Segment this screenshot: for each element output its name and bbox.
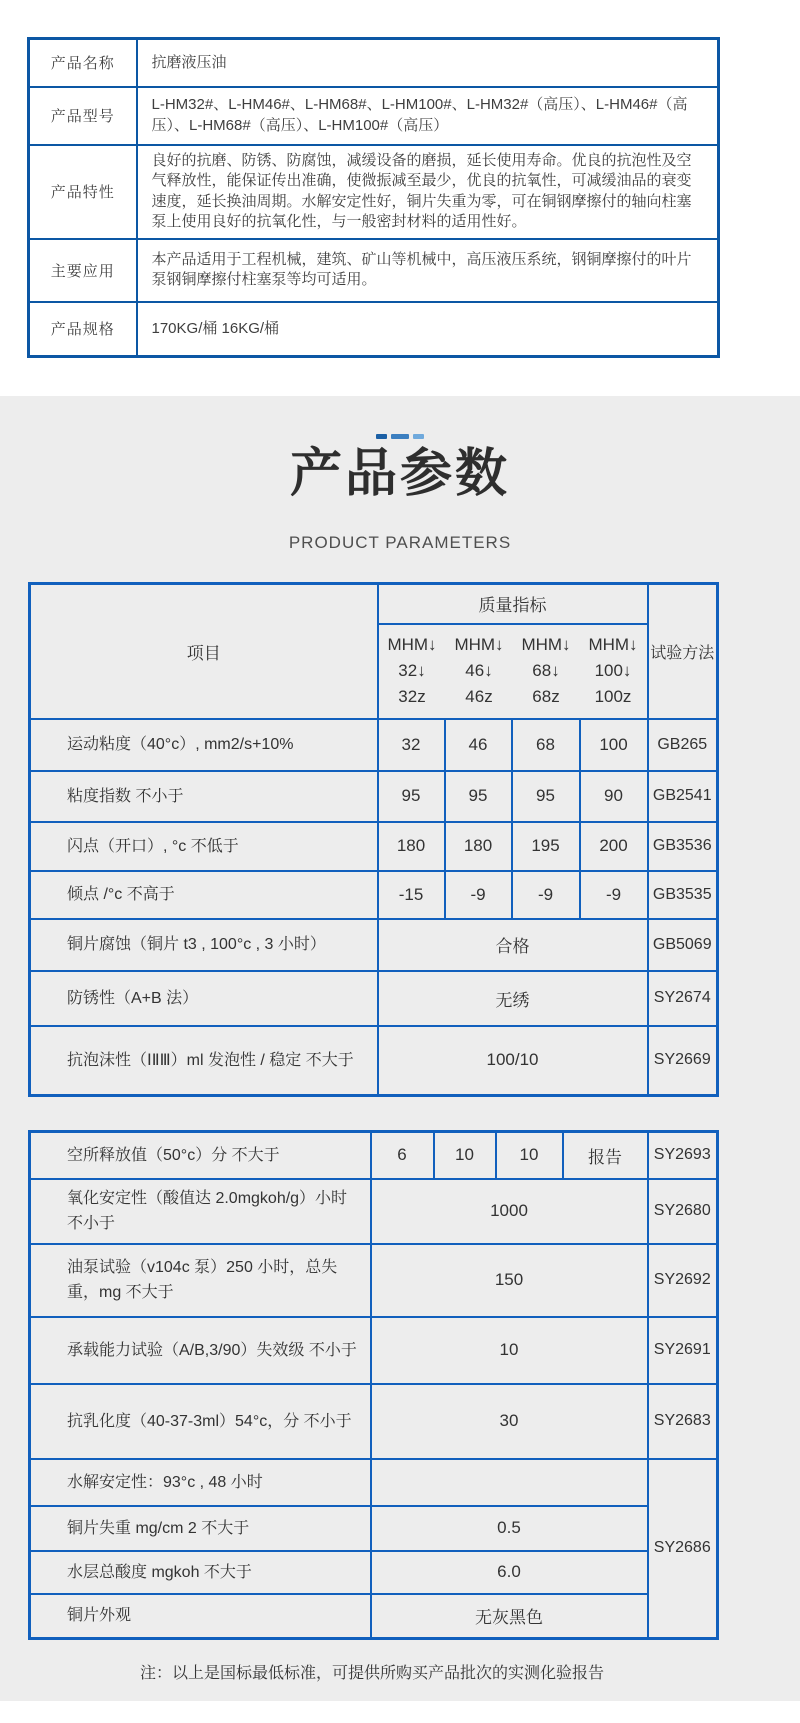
table-row xyxy=(30,1317,718,1384)
merged-value-cell: 30 xyxy=(371,1384,648,1459)
merged-value-cell: 无灰黑色 xyxy=(371,1594,648,1639)
table-row xyxy=(30,1594,718,1639)
grade-line: MHM↓ xyxy=(454,635,504,654)
method-cell: SY2693 xyxy=(648,1132,718,1179)
t1-grade-headers xyxy=(378,624,648,719)
item-cell: 抗乳化度（40-37-3ml）54°c，分 不小于 xyxy=(30,1384,371,1459)
params-table-2 xyxy=(28,1130,719,1640)
merged-value-cell: 6.0 xyxy=(371,1551,648,1594)
table-row xyxy=(30,1459,718,1506)
t1-header-quality: 质量指标 xyxy=(378,584,648,624)
table-row xyxy=(30,1551,718,1594)
item-cell: 油泵试验（v104c 泵）250 小时，总失重，mg 不大于 xyxy=(30,1244,371,1317)
info-row-name xyxy=(29,39,719,87)
item-cell: 运动粘度（40°c）, mm2/s+10% xyxy=(30,719,378,771)
item-cell: 承载能力试验（A/B,3/90）失效级 不小于 xyxy=(30,1317,371,1384)
info-value-name: 抗磨液压油 xyxy=(137,39,719,87)
item-cell: 铜片腐蚀（铜片 t3 , 100°c , 3 小时） xyxy=(30,919,378,971)
info-value-model: L-HM32#、L-HM46#、L-HM68#、L-HM100#、L-HM32#（高压）、L-HM46#（高压）、L-HM68#（高压）、L-HM100#（高压） xyxy=(137,87,719,145)
table-row xyxy=(30,1506,718,1551)
method-cell: GB3535 xyxy=(648,871,718,919)
info-label-name: 产品名称 xyxy=(29,39,137,87)
value-cell: 95 xyxy=(445,771,512,822)
section-title: 产品参数 xyxy=(289,445,510,503)
title-decoration-dashes xyxy=(0,434,800,439)
grade-line: 46↓ xyxy=(465,661,493,680)
item-cell: 空所释放值（50°c）分 不大于 xyxy=(30,1132,371,1179)
table-row xyxy=(30,1384,718,1459)
value-cell: 95 xyxy=(378,771,445,822)
grade-line: 100↓ xyxy=(594,661,632,680)
value-cell: 32 xyxy=(378,719,445,771)
grade-line: MHM↓ xyxy=(387,635,437,654)
method-cell: GB265 xyxy=(648,719,718,771)
params-table-1 xyxy=(28,582,719,1097)
value-cell: 10 xyxy=(434,1132,496,1179)
method-cell: GB5069 xyxy=(648,919,718,971)
item-cell: 抗泡沫性（ⅠⅡⅢ）ml 发泡性 / 稳定 不大于 xyxy=(30,1026,378,1096)
table-row xyxy=(30,1026,718,1096)
value-cell: 报告 xyxy=(563,1132,648,1179)
value-cell: 90 xyxy=(580,771,648,822)
t1-header-row-1 xyxy=(30,584,718,624)
grade-col-46 xyxy=(446,632,513,710)
info-row-application xyxy=(29,239,719,302)
value-cell: 180 xyxy=(378,822,445,871)
merged-value-cell: 1000 xyxy=(371,1179,648,1244)
grade-line: MHM↓ xyxy=(521,635,571,654)
section-subtitle: PRODUCT PARAMETERS xyxy=(288,533,512,552)
table-row xyxy=(30,719,718,771)
t1-header-method: 试验方法 xyxy=(648,584,718,719)
item-cell: 氧化安定性（酸值达 2.0mgkoh/g）小时 不小于 xyxy=(30,1179,371,1244)
item-cell: 防锈性（A+B 法） xyxy=(30,971,378,1026)
value-cell: 200 xyxy=(580,822,648,871)
table-row xyxy=(30,822,718,871)
value-cell: 95 xyxy=(512,771,580,822)
method-cell: GB2541 xyxy=(648,771,718,822)
t1-header-item: 项目 xyxy=(30,584,378,719)
value-cell: -9 xyxy=(512,871,580,919)
item-cell: 水解安定性：93°c , 48 小时 xyxy=(30,1459,371,1506)
grade-col-68 xyxy=(513,632,580,710)
table-row xyxy=(30,971,718,1026)
value-cell: 46 xyxy=(445,719,512,771)
dash-mid-icon xyxy=(391,434,409,439)
info-row-spec xyxy=(29,302,719,357)
product-info-table xyxy=(27,37,720,358)
merged-value-cell: 无绣 xyxy=(378,971,648,1026)
info-value-features: 良好的抗磨、防锈、防腐蚀，减缓设备的磨损，延长使用寿命。优良的抗泡性及空气释放性，能保证传出准确，使微振减至最少，优良的抗氧性，可减缓油品的衰变速度，延长换油周期。水解安定性好，铜片失重为零，可在铜钢摩擦付的轴向柱塞泵上使用良好的抗氧化性，与一般密封材料的适用性好。 xyxy=(137,145,719,239)
info-value-spec: 170KG/桶 16KG/桶 xyxy=(137,302,719,357)
item-cell: 闪点（开口）, °c 不低于 xyxy=(30,822,378,871)
footnote: 注：以上是国标最低标准，可提供所购买产品批次的实测化验报告 xyxy=(139,1665,604,1682)
item-cell: 倾点 /°c 不高于 xyxy=(30,871,378,919)
method-cell: SY2683 xyxy=(648,1384,718,1459)
value-cell: -15 xyxy=(378,871,445,919)
grade-columns xyxy=(379,632,647,710)
method-cell: SY2686 xyxy=(648,1459,718,1639)
info-label-features: 产品特性 xyxy=(29,145,137,239)
table-row xyxy=(30,919,718,971)
parameters-section xyxy=(0,396,800,1701)
method-cell: SY2692 xyxy=(648,1244,718,1317)
item-cell: 铜片失重 mg/cm 2 不大于 xyxy=(30,1506,371,1551)
grade-line: 68↓ xyxy=(532,661,560,680)
merged-value-cell: 150 xyxy=(371,1244,648,1317)
merged-value-cell: 100/10 xyxy=(378,1026,648,1096)
method-cell: SY2674 xyxy=(648,971,718,1026)
merged-value-cell xyxy=(371,1459,648,1506)
info-value-application: 本产品适用于工程机械，建筑、矿山等机械中，高压液压系统，钢铜摩擦付的叶片泵钢铜摩擦付柱塞泵等均可适用。 xyxy=(137,239,719,302)
table-row xyxy=(30,871,718,919)
method-cell: SY2669 xyxy=(648,1026,718,1096)
table-row xyxy=(30,771,718,822)
info-label-model: 产品型号 xyxy=(29,87,137,145)
value-cell: 68 xyxy=(512,719,580,771)
value-cell: -9 xyxy=(580,871,648,919)
value-cell: 195 xyxy=(512,822,580,871)
item-cell: 铜片外观 xyxy=(30,1594,371,1639)
value-cell: 180 xyxy=(445,822,512,871)
method-cell: SY2691 xyxy=(648,1317,718,1384)
item-cell: 粘度指数 不小于 xyxy=(30,771,378,822)
grade-line: 68z xyxy=(532,687,560,706)
grade-line: 32↓ xyxy=(398,661,426,680)
dash-light-icon xyxy=(413,434,424,439)
table-row xyxy=(30,1244,718,1317)
grade-line: 46z xyxy=(465,687,493,706)
grade-line: 32z xyxy=(398,687,426,706)
merged-value-cell: 0.5 xyxy=(371,1506,648,1551)
method-cell: GB3536 xyxy=(648,822,718,871)
dash-dark-icon xyxy=(376,434,387,439)
value-cell: 6 xyxy=(371,1132,434,1179)
value-cell: -9 xyxy=(445,871,512,919)
merged-value-cell: 10 xyxy=(371,1317,648,1384)
merged-value-cell: 合格 xyxy=(378,919,648,971)
item-cell: 水层总酸度 mgkoh 不大于 xyxy=(30,1551,371,1594)
grade-line: MHM↓ xyxy=(588,635,638,654)
grade-col-100 xyxy=(580,632,647,710)
value-cell: 100 xyxy=(580,719,648,771)
method-cell: SY2680 xyxy=(648,1179,718,1244)
value-cell: 10 xyxy=(496,1132,563,1179)
grade-col-32 xyxy=(379,632,446,710)
info-label-spec: 产品规格 xyxy=(29,302,137,357)
table-row xyxy=(30,1132,718,1179)
info-row-model xyxy=(29,87,719,145)
info-row-features xyxy=(29,145,719,239)
grade-line: 100z xyxy=(594,687,632,706)
info-label-application: 主要应用 xyxy=(29,239,137,302)
table-row xyxy=(30,1179,718,1244)
